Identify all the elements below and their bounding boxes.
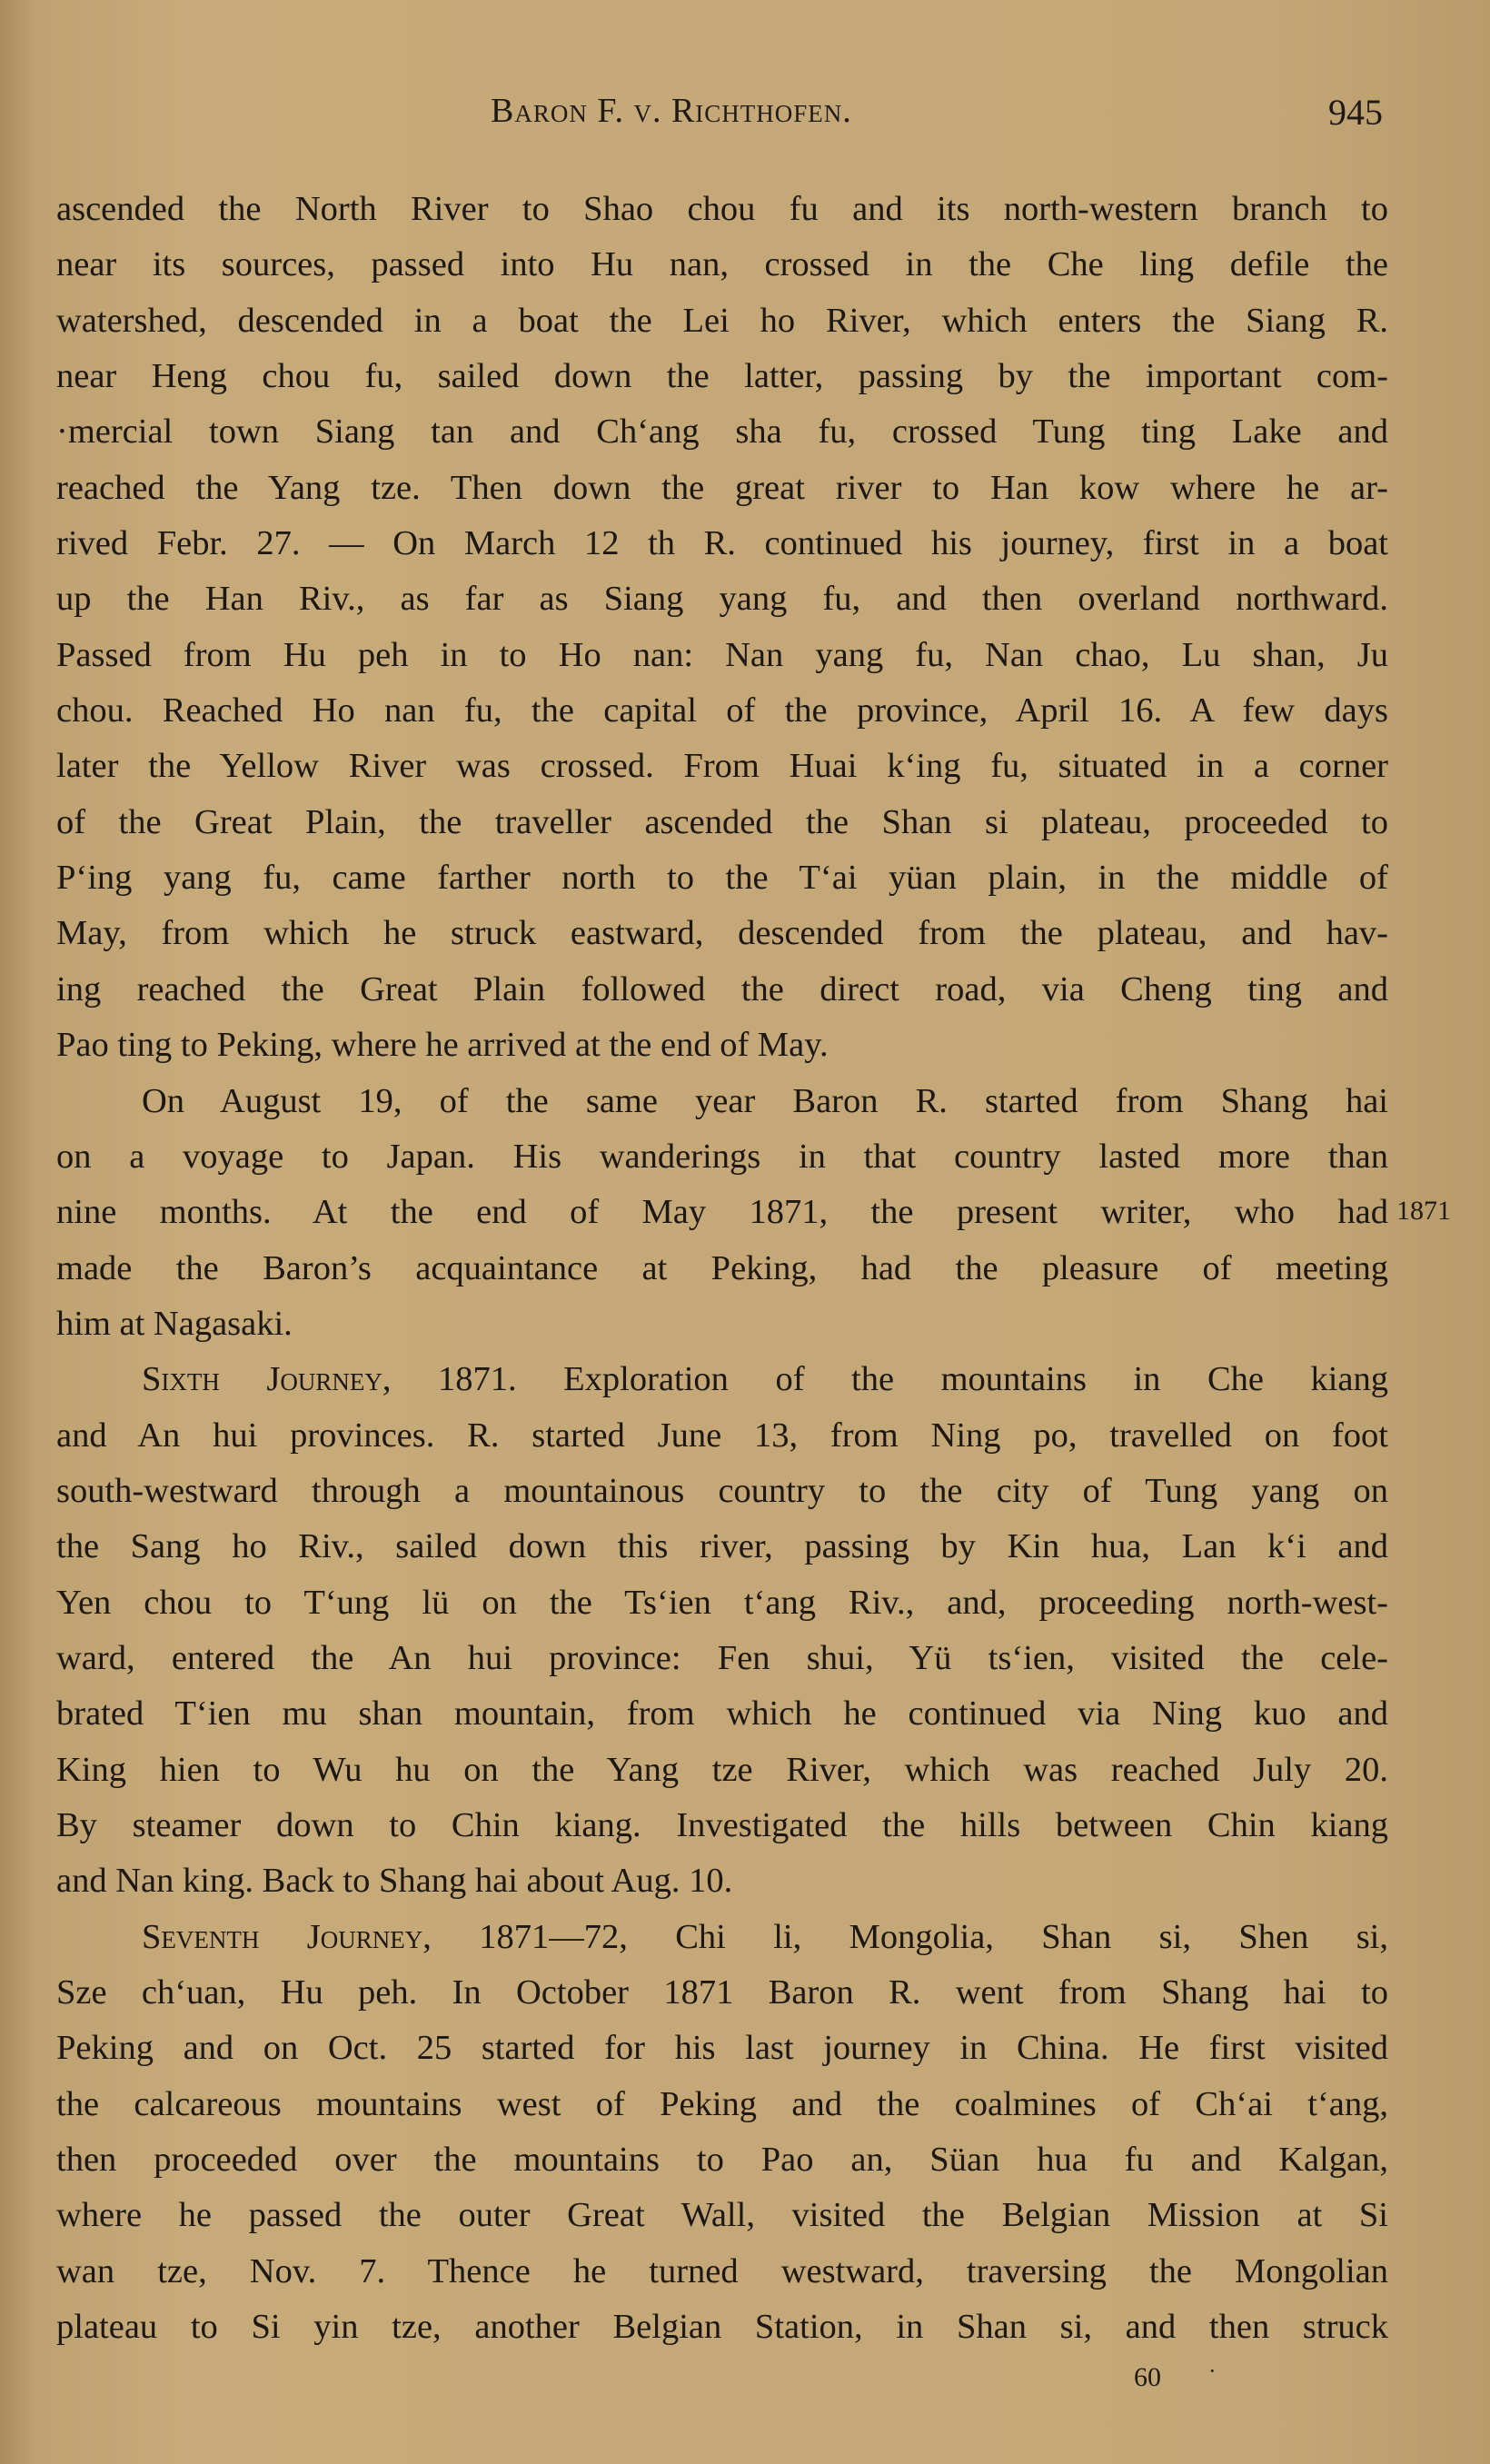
text-line	[56, 2300, 1388, 2355]
text-line	[56, 683, 1388, 739]
line-text: watershed, descended in a boat the Lei ho River, which enters the Siang R.	[56, 301, 1388, 340]
text-line	[56, 1798, 1388, 1853]
text-line	[56, 1297, 1388, 1352]
line-text: Pao ting to Peking, where he arrived at the end of May.	[56, 1026, 829, 1065]
line-text: made the Baron’s acquaintance at Peking, had the pleasure of meeting	[56, 1248, 1388, 1287]
text-line	[56, 1074, 1388, 1129]
line-text: Passed from Hu peh in to Ho nan: Nan yang fu, Nan chao, Lu shan, Ju	[56, 635, 1388, 674]
line-text: chou. Reached Ho nan fu, the capital of the province, April 16. A few days	[56, 691, 1388, 730]
line-text: up the Han Riv., as far as Siang yang fu, and then overland northward.	[56, 580, 1388, 619]
text-line	[56, 1686, 1388, 1742]
text-line	[56, 293, 1388, 349]
line-text: and Nan king. Back to Shang hai about Aug. 10.	[56, 1862, 733, 1901]
line-text: later the Yellow River was crossed. From Huai kʻing fu, situated in a corner	[56, 747, 1388, 786]
line-text: wan tze, Nov. 7. Thence he turned westward, traversing the Mongolian	[56, 2251, 1388, 2290]
line-text: then proceeded over the mountains to Pao an, Süan hua fu and Kalgan,	[56, 2141, 1388, 2180]
line-text: Pʻing yang fu, came farther north to the Tʻai yüan plain, in the middle of	[56, 859, 1388, 898]
line-text: near its sources, passed into Hu nan, crossed in the Che ling defile the	[56, 245, 1388, 284]
line-text: nine months. At the end of May 1871, the present writer, who had	[56, 1193, 1388, 1232]
line-text: reached the Yang tze. Then down the great river to Han kow where he ar-	[56, 468, 1388, 507]
page-header	[0, 91, 1490, 145]
text-line	[56, 1743, 1388, 1798]
line-text: the calcareous mountains west of Peking and the coalmines of Chʻai tʻang,	[56, 2084, 1388, 2123]
line-text: 1871—72, Chi li, Mongolia, Shan si, Shen si,	[431, 1917, 1388, 1956]
text-line	[56, 516, 1388, 571]
line-text: 1871. Exploration of the mountains in Che kiang	[391, 1360, 1389, 1399]
line-text: ascended the North River to Shao chou fu and its north-western branch to	[56, 190, 1388, 228]
line-text: rived Febr. 27. — On March 12 th R. continued his journey, first in a boat	[56, 524, 1388, 563]
section-heading: Seventh Journey,	[142, 1917, 432, 1956]
line-text: King hien to Wu hu on the Yang tze River, which was reached July 20.	[56, 1750, 1388, 1789]
line-text: near Heng chou fu, sailed down the latter, passing by the important com-	[56, 357, 1388, 396]
line-text: and An hui provinces. R. started June 13, from Ning po, travelled on foot	[56, 1416, 1388, 1455]
text-line	[56, 850, 1388, 906]
line-text: where he passed the outer Great Wall, visited the Belgian Mission at Si	[56, 2196, 1388, 2235]
line-text: ·mercial town Siang tan and Chʻang sha fu, crossed Tung ting Lake and	[56, 412, 1388, 452]
margin-year-note: 1871	[1396, 1196, 1451, 1226]
text-line	[56, 349, 1388, 404]
text-line	[56, 2132, 1388, 2188]
running-title: Baron F. v. Richthofen.	[491, 92, 852, 130]
text-line	[56, 182, 1388, 237]
line-text: By steamer down to Chin kiang. Investigated the hills between Chin kiang	[56, 1805, 1388, 1844]
text-line	[56, 1853, 1388, 1909]
line-text: of the Great Plain, the traveller ascended the Shan si plateau, proceeded to	[56, 802, 1388, 841]
text-line	[56, 237, 1388, 293]
line-text: him at Nagasaki.	[56, 1304, 293, 1343]
text-line	[56, 2021, 1388, 2076]
text-line	[56, 1408, 1388, 1464]
line-text: on a voyage to Japan. His wanderings in that country lasted more than	[56, 1137, 1388, 1176]
line-text: Sze chʻuan, Hu peh. In October 1871 Baron R. went from Shang hai to	[56, 1973, 1388, 2012]
section-heading: Sixth Journey,	[142, 1360, 392, 1399]
text-line	[56, 1352, 1388, 1407]
text-line	[56, 1519, 1388, 1575]
body-text	[56, 182, 1388, 2355]
text-line	[56, 2244, 1388, 2300]
text-line	[56, 571, 1388, 627]
text-line	[56, 461, 1388, 516]
text-line	[56, 404, 1388, 460]
text-line	[56, 795, 1388, 850]
text-line	[56, 2077, 1388, 2132]
line-text: the Sang ho Riv., sailed down this river, passing by Kin hua, Lan kʻi and	[56, 1527, 1388, 1566]
text-line	[56, 1965, 1388, 2021]
text-line	[56, 1018, 1388, 1073]
stray-mark: ·	[1208, 2358, 1217, 2384]
line-text: brated Tʻien mu shan mountain, from which he continued via Ning kuo and	[56, 1694, 1388, 1734]
text-line	[56, 1464, 1388, 1519]
text-line	[56, 739, 1388, 794]
line-text: Peking and on Oct. 25 started for his last journey in China. He first visited	[56, 2029, 1388, 2068]
line-text: May, from which he struck eastward, descended from the plateau, and hav-	[56, 914, 1388, 953]
text-line	[56, 906, 1388, 961]
line-text: Yen chou to Tʻung lü on the Tsʻien tʻang Riv., and, proceeding north-west-	[56, 1583, 1388, 1622]
text-line	[56, 1241, 1388, 1297]
text-line	[56, 1129, 1388, 1185]
text-line	[56, 1910, 1388, 1965]
text-line	[56, 628, 1388, 683]
line-text: ward, entered the An hui province: Fen shui, Yü tsʻien, visited the cele-	[56, 1638, 1388, 1677]
line-text: On August 19, of the same year Baron R. started from Shang hai	[142, 1081, 1388, 1120]
line-text: ing reached the Great Plain followed the direct road, via Cheng ting and	[56, 969, 1388, 1008]
text-line	[56, 1631, 1388, 1686]
line-text: plateau to Si yin tze, another Belgian Station, in Shan si, and then struck	[56, 2308, 1388, 2347]
text-line	[56, 1185, 1388, 1240]
page-number: 945	[1328, 92, 1383, 133]
text-line	[56, 2188, 1388, 2243]
text-line	[56, 1575, 1388, 1631]
line-text: south-westward through a mountainous country to the city of Tung yang on	[56, 1471, 1388, 1510]
signature-mark: 60	[1134, 2362, 1161, 2392]
text-line	[56, 962, 1388, 1018]
